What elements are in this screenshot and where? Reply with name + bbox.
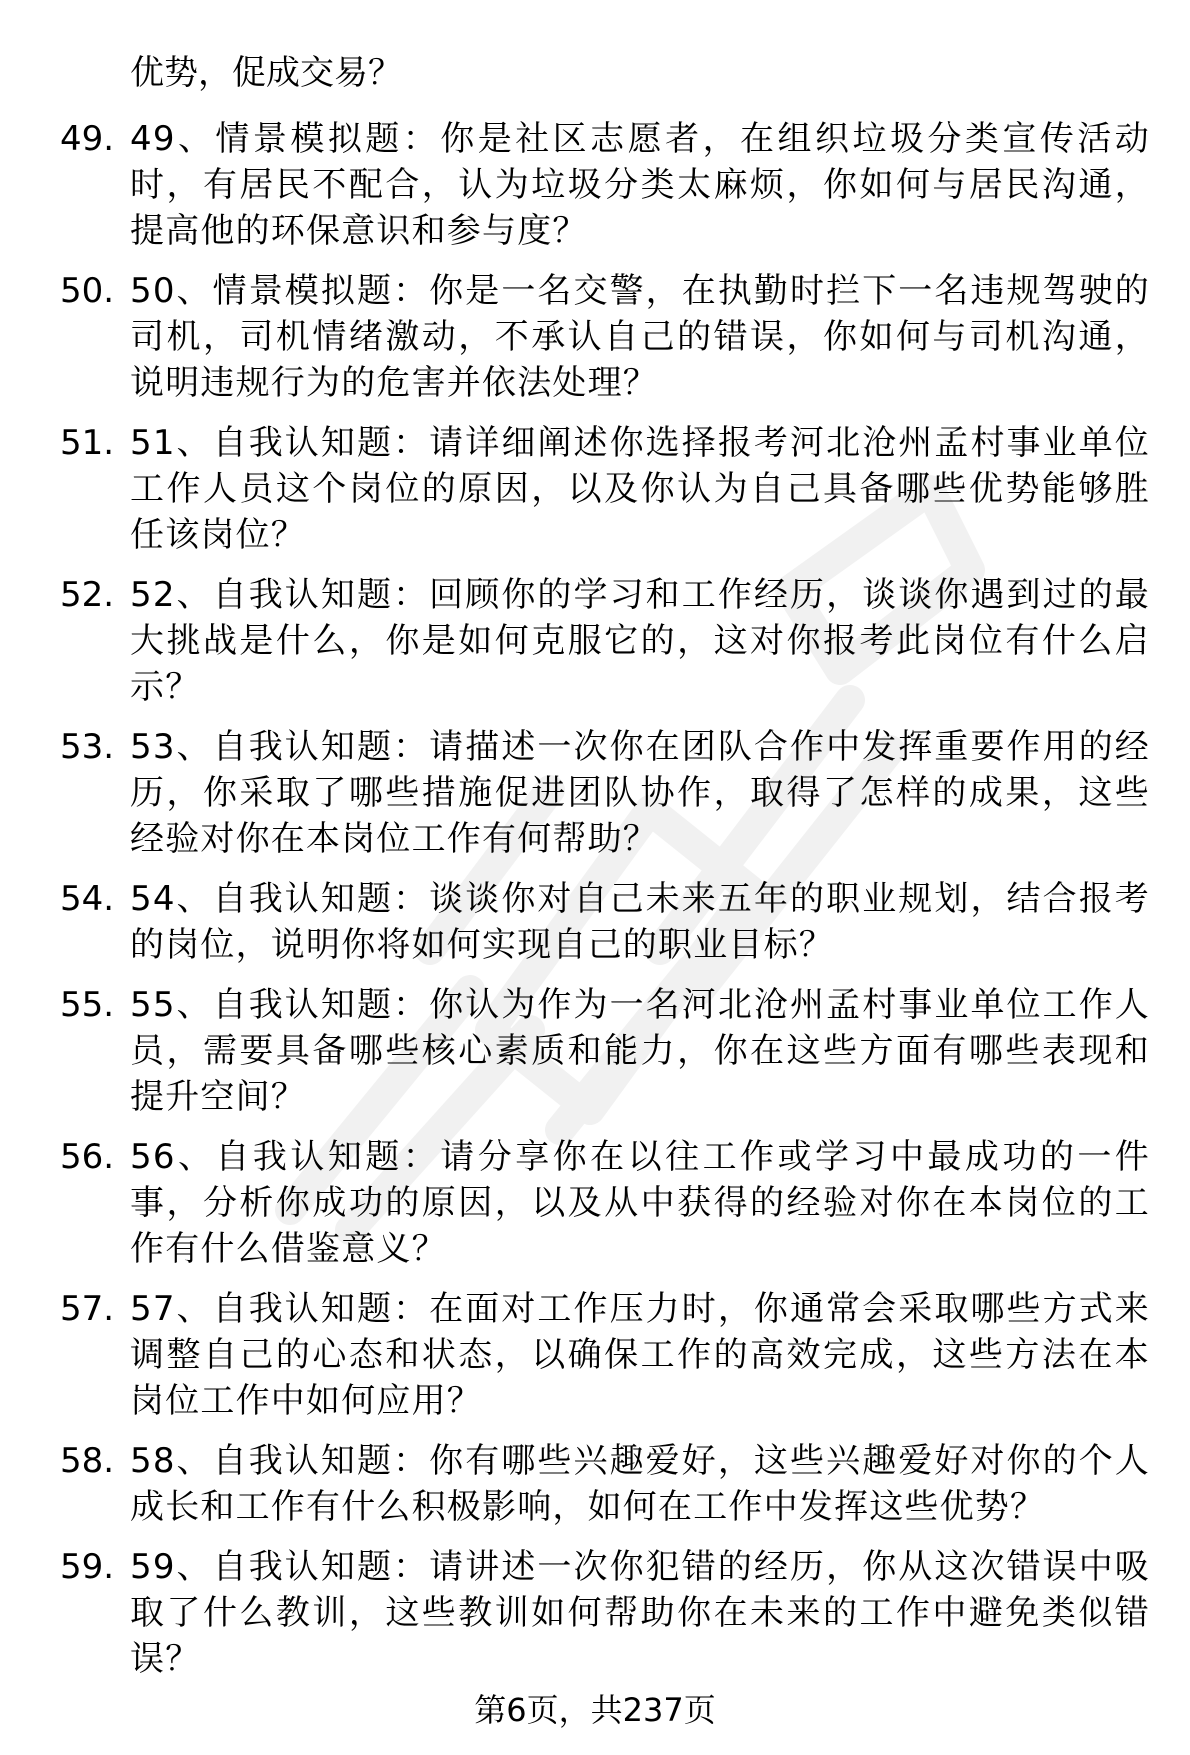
list-item bbox=[0, 724, 1190, 876]
list-item bbox=[0, 420, 1190, 572]
list-item bbox=[0, 1438, 1190, 1544]
list-item-text: 59、自我认知题：请讲述一次你犯错的经历，你从这次错误中吸取了什么教训，这些教训如何帮助你在未来的工作中避免类似错误？ bbox=[130, 1547, 1150, 1679]
list-item bbox=[0, 116, 1190, 268]
list-item bbox=[0, 268, 1190, 420]
list-item bbox=[0, 1134, 1190, 1286]
list-item bbox=[0, 1544, 1190, 1696]
list-item-text: 50、情景模拟题：你是一名交警，在执勤时拦下一名违规驾驶的司机，司机情绪激动，不承认自己的错误，你如何与司机沟通，说明违规行为的危害并依法处理？ bbox=[130, 271, 1150, 403]
list-item-number: 54. bbox=[60, 879, 115, 919]
list-item-text: 56、自我认知题：请分享你在以往工作或学习中最成功的一件事，分析你成功的原因，以及从中获得的经验对你在本岗位的工作有什么借鉴意义？ bbox=[130, 1137, 1150, 1269]
list-item-text: 52、自我认知题：回顾你的学习和工作经历，谈谈你遇到过的最大挑战是什么，你是如何克服它的，这对你报考此岗位有什么启示？ bbox=[130, 575, 1150, 707]
list-item-number: 50. bbox=[60, 271, 115, 311]
list-item-text: 51、自我认知题：请详细阐述你选择报考河北沧州孟村事业单位工作人员这个岗位的原因，以及你认为自己具备哪些优势能够胜任该岗位？ bbox=[130, 423, 1150, 555]
list-item-number: 53. bbox=[60, 727, 115, 767]
list-item-number: 57. bbox=[60, 1289, 115, 1329]
list-item-number: 55. bbox=[60, 985, 115, 1025]
question-list bbox=[0, 116, 1190, 1696]
list-item-text: 53、自我认知题：请描述一次你在团队合作中发挥重要作用的经历，你采取了哪些措施促进团队协作，取得了怎样的成果，这些经验对你在本岗位工作有何帮助？ bbox=[130, 727, 1150, 859]
list-item-text: 54、自我认知题：谈谈你对自己未来五年的职业规划，结合报考的岗位，说明你将如何实现自己的职业目标？ bbox=[130, 879, 1150, 965]
list-item-number: 58. bbox=[60, 1441, 115, 1481]
list-item bbox=[0, 876, 1190, 982]
list-item bbox=[0, 982, 1190, 1134]
list-item-number: 59. bbox=[60, 1547, 115, 1587]
page-footer: 第6页，共237页 bbox=[474, 1691, 716, 1729]
list-item-number: 49. bbox=[60, 119, 115, 159]
list-item-number: 56. bbox=[60, 1137, 115, 1177]
list-item bbox=[0, 572, 1190, 724]
list-item-number: 51. bbox=[60, 423, 115, 463]
list-item-text: 57、自我认知题：在面对工作压力时，你通常会采取哪些方式来调整自己的心态和状态，以确保工作的高效完成，这些方法在本岗位工作中如何应用？ bbox=[130, 1289, 1150, 1421]
list-item bbox=[0, 1286, 1190, 1438]
continuation-text: 优势，促成交易？ bbox=[130, 53, 402, 93]
list-item-text: 55、自我认知题：你认为作为一名河北沧州孟村事业单位工作人员，需要具备哪些核心素质和能力，你在这些方面有哪些表现和提升空间？ bbox=[130, 985, 1150, 1117]
list-item-number: 52. bbox=[60, 575, 115, 615]
list-item-text: 58、自我认知题：你有哪些兴趣爱好，这些兴趣爱好对你的个人成长和工作有什么积极影响，如何在工作中发挥这些优势？ bbox=[130, 1441, 1150, 1527]
list-item-text: 49、情景模拟题：你是社区志愿者，在组织垃圾分类宣传活动时，有居民不配合，认为垃圾分类太麻烦，你如何与居民沟通，提高他的环保意识和参与度？ bbox=[130, 119, 1150, 251]
